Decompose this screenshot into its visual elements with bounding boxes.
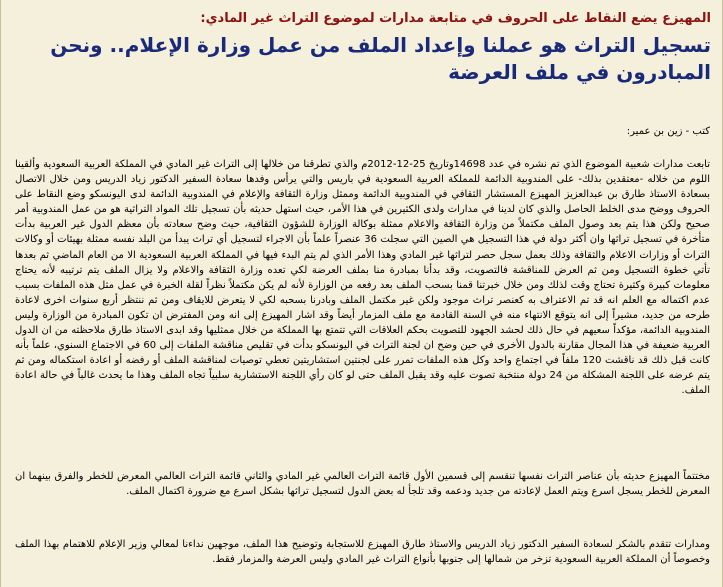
- article-paragraph-2: مختتماً المهيزع حديثه بأن عناصر التراث نفسها تنقسم إلى قسمين الأول قائمة التراث العالمي غير المادي والثاني قائمة التراث العالمي المعرض للخطر والفرق بينهما ان المعرض للخطر يسجل اسرع ويتم العمل لإعادته من جديد ودعمه وقد تلجأ له بعض الدول لتسجيل تراثها بشكل اسرع مع ضرورة اكتمال الملف.: [15, 471, 710, 498]
- article-subtitle: المهيزع يضع النقاط على الحروف في متابعة مدارات لموضوع التراث غير المادي:: [200, 11, 711, 26]
- article-author: كتب - زين بن عمير:: [626, 126, 710, 137]
- article-headline: تسجيل التراث هو عملنا وإعداد الملف من عمل وزارة الإعلام.. ونحن المبادرون في ملف العرضة: [50, 33, 711, 84]
- article-paragraph-1: تابعت مدارات شعبية الموضوع الذي تم نشره في عدد 14698وتاريخ 25-12-2012م والذي تطرقنا من خلالها إلى التراث غير المادي في المملكة العربية السعودية وألقينا اللوم من خلاله -معتقدين بذلك- على المندوبية الدائمة للمملكة العربية السعودية في باريس والتي يرأس وفدها سعادة السفير الدكتور زياد الدريس ومن خلال الاتصال بسعادة الاستاذ طارق بن عبدالعزيز المهيزع المستشار الثقافي في المندوبية الدائمة وممثل وزارة الثقافة والإعلام في المندوبية الدائمة لدى اليونسكو وضع النقاط على الحروف ووضح مدى الخلط الحاصل والذي كان لدينا في مدارات ولدى الكثيرين في هذا الأمر، حيث استهل حديثه بأن تسجيل تلك المواد التراثية هو من عمل المندوبية أمر صحيح ولكن هذا يتم بعد وصول الملف مكتملاً من وزارة الثقافة والاعلام ممثلة بوكالة الوزارة للشؤون الثقافية، حيث وضح سعادته بأن معظم الدول غير العربية بدأت متأخرة في تسجيل تراثها وان أكثر دولة في هذا التسجيل هي الصين التي سجلت 36 عنصراً علماً بأن الاجراء لتسجيل أي تراث يبدأ من البلد نفسه ممثلة بهيئات أو وكالات التراث أو وزارات الاعلام والثقافة وذلك بعمل سجل حصر لتراثها غير المادي وهذا الأمر الذي لم يتم البدء فيها في المملكة العربية السعودية الا من العام الماضي ثم بعدها تأتي خطوة التسجيل ومن ثم العرض للمناقشة فالتصويت، وقد بدأنا بمبادرة منا بملف العرضة لكي تعده وزارة الثقافة والاعلام ولا يزال الملف يتم ترتيبه لأنه يحتاج معلومات كبيرة وكثيرة تحتاج وقت لذلك ومن خلال خبرتنا قمنا بسحب الملف بعد رفعه من الوزارة لأنه لم يكن مكتملاً نظراً لقلة الخبرة في عمل مثل هذه الملفات بسبب عدم اكتماله مع العلم انه قد تم الاعتراف به كعنصر تراث موجود ولكن غير مكتمل الملف وبادرنا بسحبه لكي لا يتعرض للايقاف ومن ثم ننتظر أربع سنوات اخرى لاعادة طرحه من جديد، مشيراً إلى انه يتوقع الانتهاء منه في السنة القادمة مع ملف المزمار أيضاً وقد اشار المهيزع إلى انه ومن المفترض ان تكون المبادرة من الوزارة وليس المندوبية الدائمة، مؤكداً سعيهم في حال ذلك لحشد الجهود للتصويت بحكم العلاقات التي تتمتع بها المملكة من خلال ممثليها وقد ابدى الاستاذ طارق ملاحظته من ان الدول العربية ضعيفة في هذا المجال مقارنة بالدول الأخرى في حين وضح ان لجنة التراث في اليونسكو بدأت في تقليص مناقشة الملفات إلى 60 في الاجتماع السنوي، علماً بأنه كانت قبل ذلك قد ناقشت 120 ملفاً في اجتماع واحد وكل هذه الملفات تمرر على لجنتين استشاريتين تعطي توصيات لمناقشة الملف أو رفضه أو اعادة استكماله ومن ثم يتم عرضه على اللجنة المشكلة من 24 دولة منتخبة تصوت عليه وقد يقبل الملف حتى لو كان رأي اللجنة الاستشارية سلبياً تجاه الملف وهذا ما يحدث غالباً في حالة اعادة الملف.: [15, 159, 710, 397]
- article-paragraph-3: ومدارات تتقدم بالشكر لسعادة السفير الدكتور زياد الدريس والاستاذ طارق المهيزع للاستجابة وتوضيح هذا الملف، موجهين نداءنا لمعالي وزير الإعلام للاهتمام بهذا الملف وخصوصاً أن المملكة العربية السعودية تزخر من شمالها إلى جنوبها بأنواع التراث غير المادي وليس العرضة والمزمار فقط.: [15, 539, 710, 566]
